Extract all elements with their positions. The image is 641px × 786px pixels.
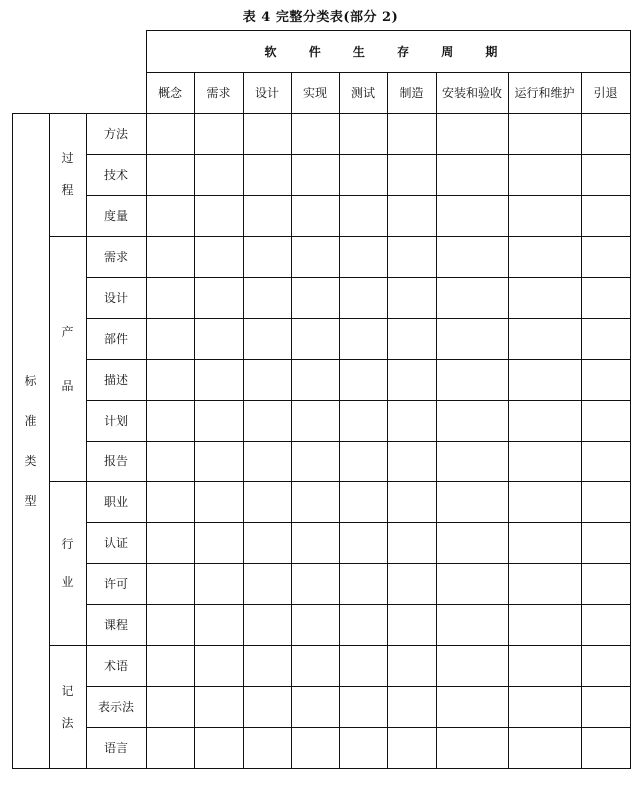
row-line (86, 727, 631, 728)
row-line (86, 441, 631, 442)
row-line (86, 686, 631, 687)
column-header: 实现 (302, 86, 327, 100)
row-label: 认证 (103, 536, 128, 551)
column-header: 需求 (206, 86, 231, 100)
bottom-border (12, 768, 631, 769)
column-header: 测试 (350, 86, 375, 100)
column-header: 制造 (399, 86, 424, 100)
group-label: 记 法 (61, 683, 74, 730)
column-line (508, 72, 509, 769)
row-label: 部件 (103, 331, 128, 346)
column-line (339, 72, 340, 769)
row-label: 语言 (103, 741, 128, 756)
column-line (387, 72, 388, 769)
row-label: 报告 (103, 454, 128, 469)
row-label: 设计 (103, 290, 128, 305)
row-label: 描述 (103, 372, 128, 387)
group-label: 行 业 (61, 537, 74, 590)
row-label: 表示法 (97, 700, 134, 715)
table-title: 表 4 完整分类表(部分 2) (242, 10, 399, 25)
row-line (86, 522, 631, 523)
column-line (291, 72, 292, 769)
column-line (436, 72, 437, 769)
row-label: 技术 (103, 167, 128, 182)
row-label: 计划 (103, 413, 128, 428)
column-header: 引退 (593, 86, 618, 100)
group-label: 产 品 (61, 324, 74, 393)
row-line (86, 318, 631, 319)
row-label: 许可 (103, 577, 128, 592)
row-line (86, 400, 631, 401)
row-line (86, 195, 631, 196)
row-label: 度量 (103, 208, 128, 223)
column-header: 运行和维护 (514, 86, 575, 100)
column-line (243, 72, 244, 769)
row-line (86, 154, 631, 155)
lifecycle-header: 软 件 生 存 周 期 (264, 44, 512, 59)
row-label: 需求 (103, 249, 128, 264)
column-line (194, 72, 195, 769)
row-label: 方法 (103, 126, 128, 141)
row-line (86, 604, 631, 605)
group-label: 过 程 (61, 151, 74, 198)
column-header: 概念 (157, 86, 182, 100)
row-line (86, 277, 631, 278)
row-label: 课程 (103, 618, 128, 633)
standard-type-label: 标 准 类 型 (24, 373, 37, 508)
row-line (86, 359, 631, 360)
row-label: 术语 (103, 659, 128, 674)
column-header: 设计 (254, 86, 279, 100)
column-header: 安装和验收 (441, 86, 502, 100)
row-label: 职业 (103, 495, 128, 510)
row-line (86, 563, 631, 564)
column-line (581, 72, 582, 769)
